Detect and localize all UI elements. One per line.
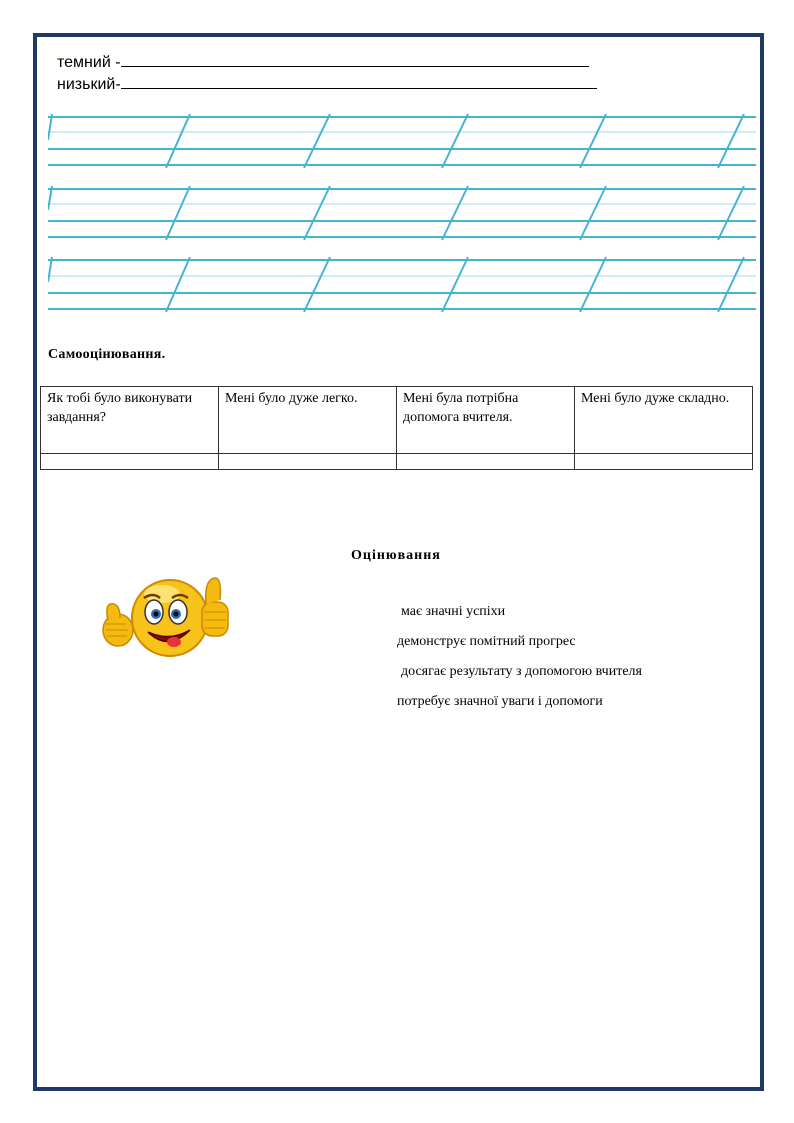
self-assessment-table — [40, 386, 753, 470]
option-help-cell: Мені була потрібна допомога вчителя. — [397, 387, 575, 454]
option-easy-cell: Мені було дуже легко. — [219, 387, 397, 454]
grade-item: демонструє помітний прогрес — [397, 634, 576, 649]
fill-line-label: темний - — [57, 54, 121, 71]
option-hard-cell: Мені було дуже складно. — [575, 387, 753, 454]
grading-title: Оцінювання — [351, 548, 441, 563]
grade-item: має значні успіхи — [401, 604, 506, 619]
grade-item: досягає результату з допомогою вчителя — [401, 664, 642, 679]
answer-cell[interactable] — [397, 454, 575, 470]
fill-line-label: низький- — [57, 76, 121, 93]
answer-cell[interactable] — [41, 454, 219, 470]
fill-line-low — [57, 74, 597, 94]
answer-cell[interactable] — [575, 454, 753, 470]
smiley-thumbs-up-icon — [98, 572, 238, 662]
answer-blank[interactable] — [121, 74, 597, 89]
answer-blank[interactable] — [121, 52, 589, 67]
handwriting-practice-lines[interactable] — [48, 110, 756, 320]
self-assessment-title: Самооцінювання. — [48, 347, 166, 362]
grade-item: потребує значної уваги і допомоги — [397, 694, 603, 709]
answer-cell[interactable] — [219, 454, 397, 470]
question-cell: Як тобі було виконувати завдання? — [41, 387, 219, 454]
fill-line-dark — [57, 52, 589, 72]
